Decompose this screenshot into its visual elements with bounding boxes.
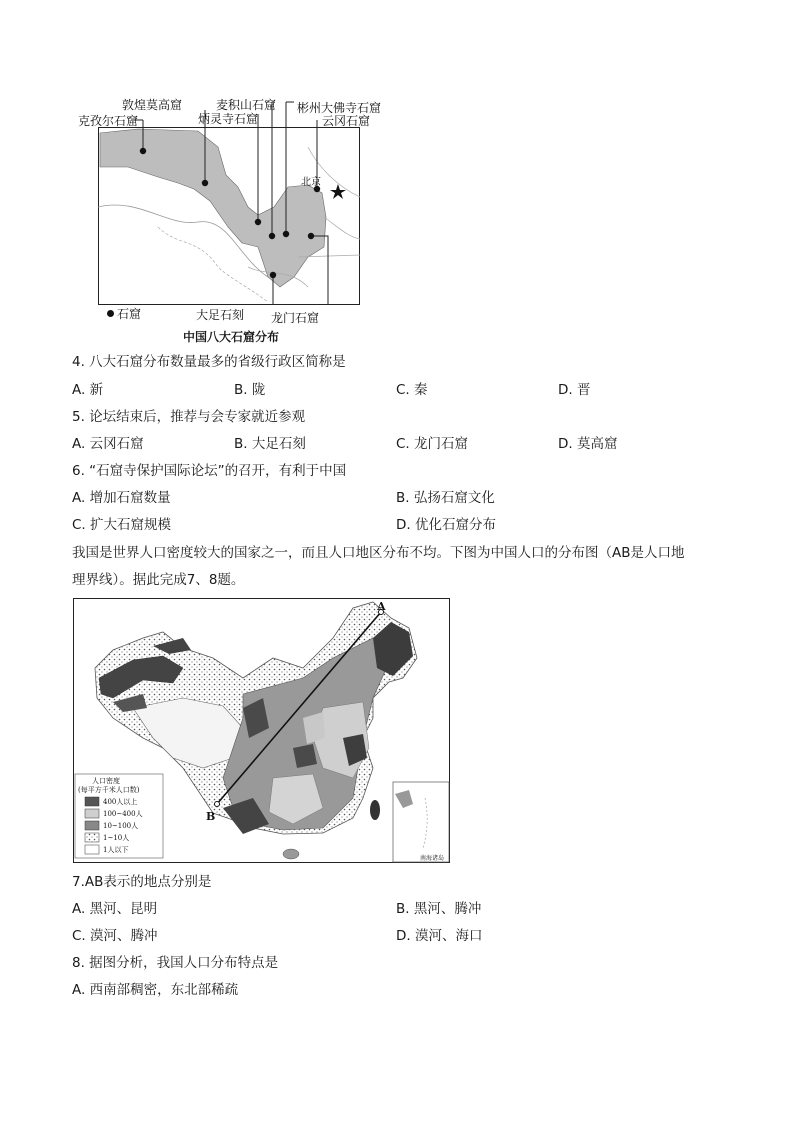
map1-caption: 中国八大石窟分布: [183, 330, 280, 344]
grotto-point: [255, 219, 261, 225]
inset-label: 南海诸岛: [420, 855, 445, 862]
label-dunhuang: 敦煌莫高窟: [122, 98, 183, 112]
grotto-map: [98, 127, 360, 305]
q4-option-c[interactable]: C. 秦: [396, 382, 428, 398]
grotto-point: [283, 231, 289, 237]
legend-item-1-10: 1~10人: [103, 834, 130, 842]
grotto-point: [140, 148, 146, 154]
label-bingling: 炳灵寺石窟: [198, 112, 259, 126]
q7-stem: 7.AB表示的地点分别是: [72, 874, 212, 890]
q6-stem: 6. “石窟寺保护国际论坛”的召开，有利于中国: [72, 463, 347, 479]
q6-option-c[interactable]: C. 扩大石窟规模: [72, 517, 172, 533]
q5-option-a[interactable]: A. 云冈石窟: [72, 436, 144, 452]
label-dazu: 大足石刻: [196, 308, 245, 322]
label-beijing: 北京: [301, 177, 321, 188]
legend-item-100-400: 100~400人: [103, 810, 143, 818]
q8-stem: 8. 据图分析，我国人口分布特点是: [72, 955, 279, 971]
q5-stem: 5. 论坛结束后，推荐与会专家就近参观: [72, 409, 306, 425]
q5-option-d[interactable]: D. 莫高窟: [558, 436, 618, 452]
label-yungang: 云冈石窟: [322, 114, 371, 128]
grotto-point: [308, 233, 314, 239]
label-kizil: 克孜尔石窟: [78, 114, 139, 128]
q4-stem: 4. 八大石窟分布数量最多的省级行政区简称是: [72, 354, 346, 370]
label-maijishan: 麦积山石窟: [216, 98, 277, 112]
q7-option-d[interactable]: D. 漠河、海口: [396, 928, 483, 944]
legend-item-400: 400人以上: [103, 798, 138, 806]
intro-line-1: 我国是世界人口密度较大的国家之一，而且人口地区分布不均。下图为中国人口的分布图（AB是人口地: [72, 545, 685, 561]
label-binzhou: 彬州大佛寺石窟: [297, 101, 382, 115]
grotto-point: [202, 180, 208, 186]
q5-option-c[interactable]: C. 龙门石窟: [396, 436, 469, 452]
q4-option-a[interactable]: A. 新: [72, 382, 104, 398]
legend-item-10-100: 10~100人: [103, 822, 139, 830]
legend-dot-icon: [107, 310, 114, 317]
q4-option-d[interactable]: D. 晋: [558, 382, 591, 398]
legend-title-2: (每平方千米人口数): [78, 786, 140, 794]
q6-option-d[interactable]: D. 优化石窟分布: [396, 517, 496, 533]
q4-option-b[interactable]: B. 陇: [234, 382, 266, 398]
grotto-point: [269, 233, 275, 239]
q6-option-b[interactable]: B. 弘扬石窟文化: [396, 490, 495, 506]
grotto-point: [270, 272, 276, 278]
legend-grotto-label: 石窟: [117, 307, 142, 321]
legend-item-below-1: 1人以下: [103, 846, 129, 854]
q5-option-b[interactable]: B. 大足石刻: [234, 436, 306, 452]
q7-option-b[interactable]: B. 黑河、腾冲: [396, 901, 482, 917]
q7-option-a[interactable]: A. 黑河、昆明: [72, 901, 158, 917]
q7-option-c[interactable]: C. 漠河、腾冲: [72, 928, 158, 944]
legend-title-1: 人口密度: [92, 777, 120, 785]
intro-line-2: 理界线）。据此完成7、8题。: [72, 572, 245, 588]
q6-option-a[interactable]: A. 增加石窟数量: [72, 490, 171, 506]
point-b-label: B: [206, 810, 216, 823]
q8-option-a[interactable]: A. 西南部稠密，东北部稀疏: [72, 982, 239, 998]
point-a-label: A: [377, 600, 386, 613]
point-b-marker: [215, 802, 220, 807]
label-longmen: 龙门石窟: [271, 311, 320, 325]
